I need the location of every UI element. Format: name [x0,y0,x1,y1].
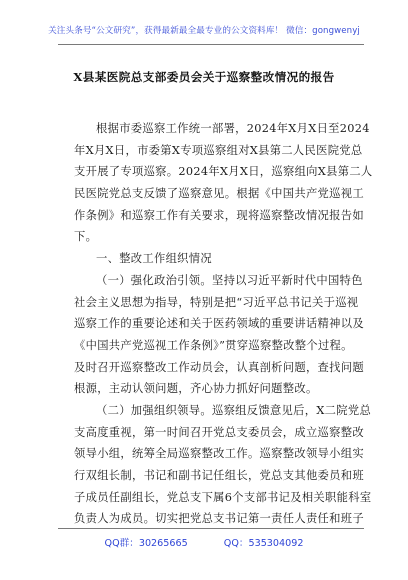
footer-contact [0,535,408,549]
body-line: 负责人为成员。切实把党总支书记第一责任人责任和班子 [74,512,364,526]
body-line: 领导小组，统筹全局巡察整改工作。巡察整改领导小组实 [74,447,364,461]
section-heading: 一、整改工作组织情况 [96,252,212,266]
body-line: 行双组长制，书记和副书记任组长，党总支其他委员和班 [74,469,364,482]
document-title: X县某医院总支部委员会关于巡察整改情况的报告 [73,70,335,84]
body-line: 支高度重视，第一时间召开党总支委员会，成立巡察整改 [74,425,364,439]
body-line: 子成员任副组长，党总支下属6个支部书记及相关职能科室 [74,490,372,504]
qq-group-number: QQ群：30265665 [104,538,188,549]
body-line: 巡察工作的重要论述和关于医药领域的重要讲话精神以及 [74,317,364,331]
header-divider [58,44,364,45]
document-body [74,118,373,530]
qq-number: QQ：535304092 [223,538,304,549]
body-line: 根源，主动认领问题，齐心协力抓好问题整改。 [74,382,318,396]
header-banner: 关注头条号“公文研究”，获得最新最全最专业的公文资料库！ 微信：gongwenyj [48,26,360,36]
footer-divider [58,528,364,529]
body-line: 民医院党总支反馈了巡察意见。根据《中国共产党巡视工 [74,187,364,201]
body-line: 及时召开巡察整改工作动员会，认真剖析问题，查找问题 [74,360,364,374]
body-line: 《中国共产党巡视工作条例》”贯穿巡察整改整个过程。 [74,338,353,352]
body-line: 下。 [74,230,98,244]
body-line: 作条例》和巡察工作有关要求，现将巡察整改情况报告如 [74,208,364,222]
body-line: （二）加强组织领导。巡察组反馈意见后，X二院党总 [96,403,372,417]
body-line: （一）强化政治引领。坚持以习近平新时代中国特色 [96,273,363,287]
body-line: 支开展了专项巡察。2024年X月X日，巡察组向X县第二人 [74,165,373,179]
body-line: 根据市委巡察工作统一部署，2024年X月X日至2024 [96,122,370,135]
body-line: 社会主义思想为指导，特别是把“习近平总书记关于巡视 [74,295,359,309]
body-line: 年X月X日，市委第X专项巡察组对X县第二人民医院党总 [74,143,363,157]
